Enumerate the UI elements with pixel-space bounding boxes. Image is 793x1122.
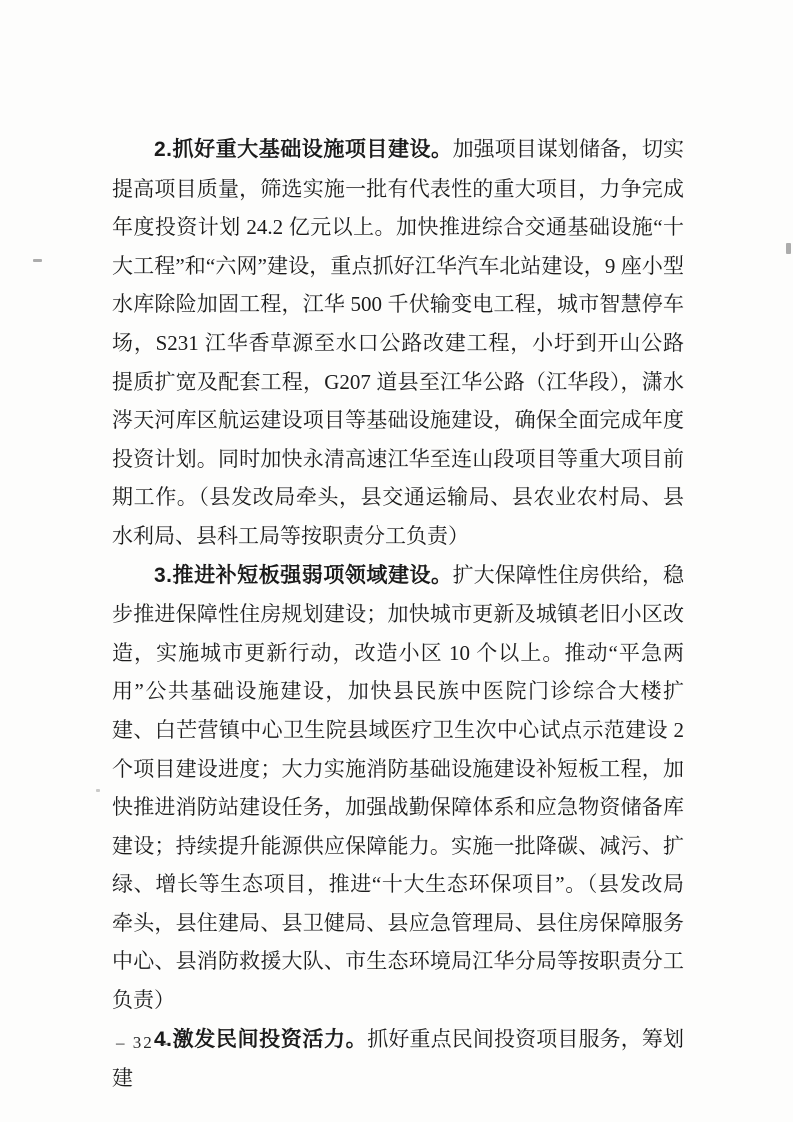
paragraph-4-heading: 4.激发民间投资活力。 — [154, 1027, 368, 1051]
paragraph-3 — [112, 556, 684, 1020]
paragraph-4 — [112, 1020, 684, 1098]
scan-artifact — [786, 243, 791, 254]
scan-artifact — [96, 789, 100, 792]
paragraph-2-heading: 2.抓好重大基础设施项目建设。 — [154, 138, 453, 161]
page-number: – 32 – — [116, 1033, 171, 1052]
paragraph-2 — [112, 130, 684, 556]
paragraph-2-text: 加强项目谋划储备，切实提高项目质量，筛选实施一批有代表性的重大项目，力争完成年度投资计划 24.2 亿元以上。加快推进综合交通基础设施“十大工程”和“六网”建设，重点抓好江华汽车北站建设，9 座小型水库除险加固工程，江华 500 千伏输变电工程，城市智慧停车场，S231 江华香草源至水口公路改建工程，小圩到开山公路提质扩宽及配套工程，G207 道县至江华公路（江华段），潇水涔天河库区航运建设项目等基础设施建设，确保全面完成年度投资计划。同时加快永清高速江华至连山段项目等重大项目前期工作。（县发改局牵头，县交通运输局、县农业农村局、县水利局、县科工局等按职责分工负责） — [112, 137, 685, 548]
paragraph-3-text: 扩大保障性住房供给，稳步推进保障性住房规划建设；加快城市更新及城镇老旧小区改造，实施城市更新行动，改造小区 10 个以上。推动“平急两用”公共基础设施建设，加快县民族中医院门诊综合大楼扩建、白芒营镇中心卫生院县域医疗卫生次中心试点示范建设 2 个项目建设进度；大力实施消防基础设施建设补短板工程，加快推进消防站建设任务，加强战勤保障体系和应急物资储备库建设；持续提升能源供应保障能力。实施一批降碳、减污、扩绿、增长等生态项目，推进“十大生态环保项目”。（县发改局牵头，县住建局、县卫健局、县应急管理局、县住房保障服务中心、县消防救援大队、市生态环境局江华分局等按职责分工负责） — [112, 562, 685, 1013]
scan-artifact — [33, 259, 42, 262]
paragraph-3-heading: 3.推进补短板强弱项领域建设。 — [154, 563, 453, 587]
document-body — [112, 130, 684, 1098]
paragraph-4-text: 抓好重点民间投资项目服务，筹划建 — [112, 1026, 685, 1091]
